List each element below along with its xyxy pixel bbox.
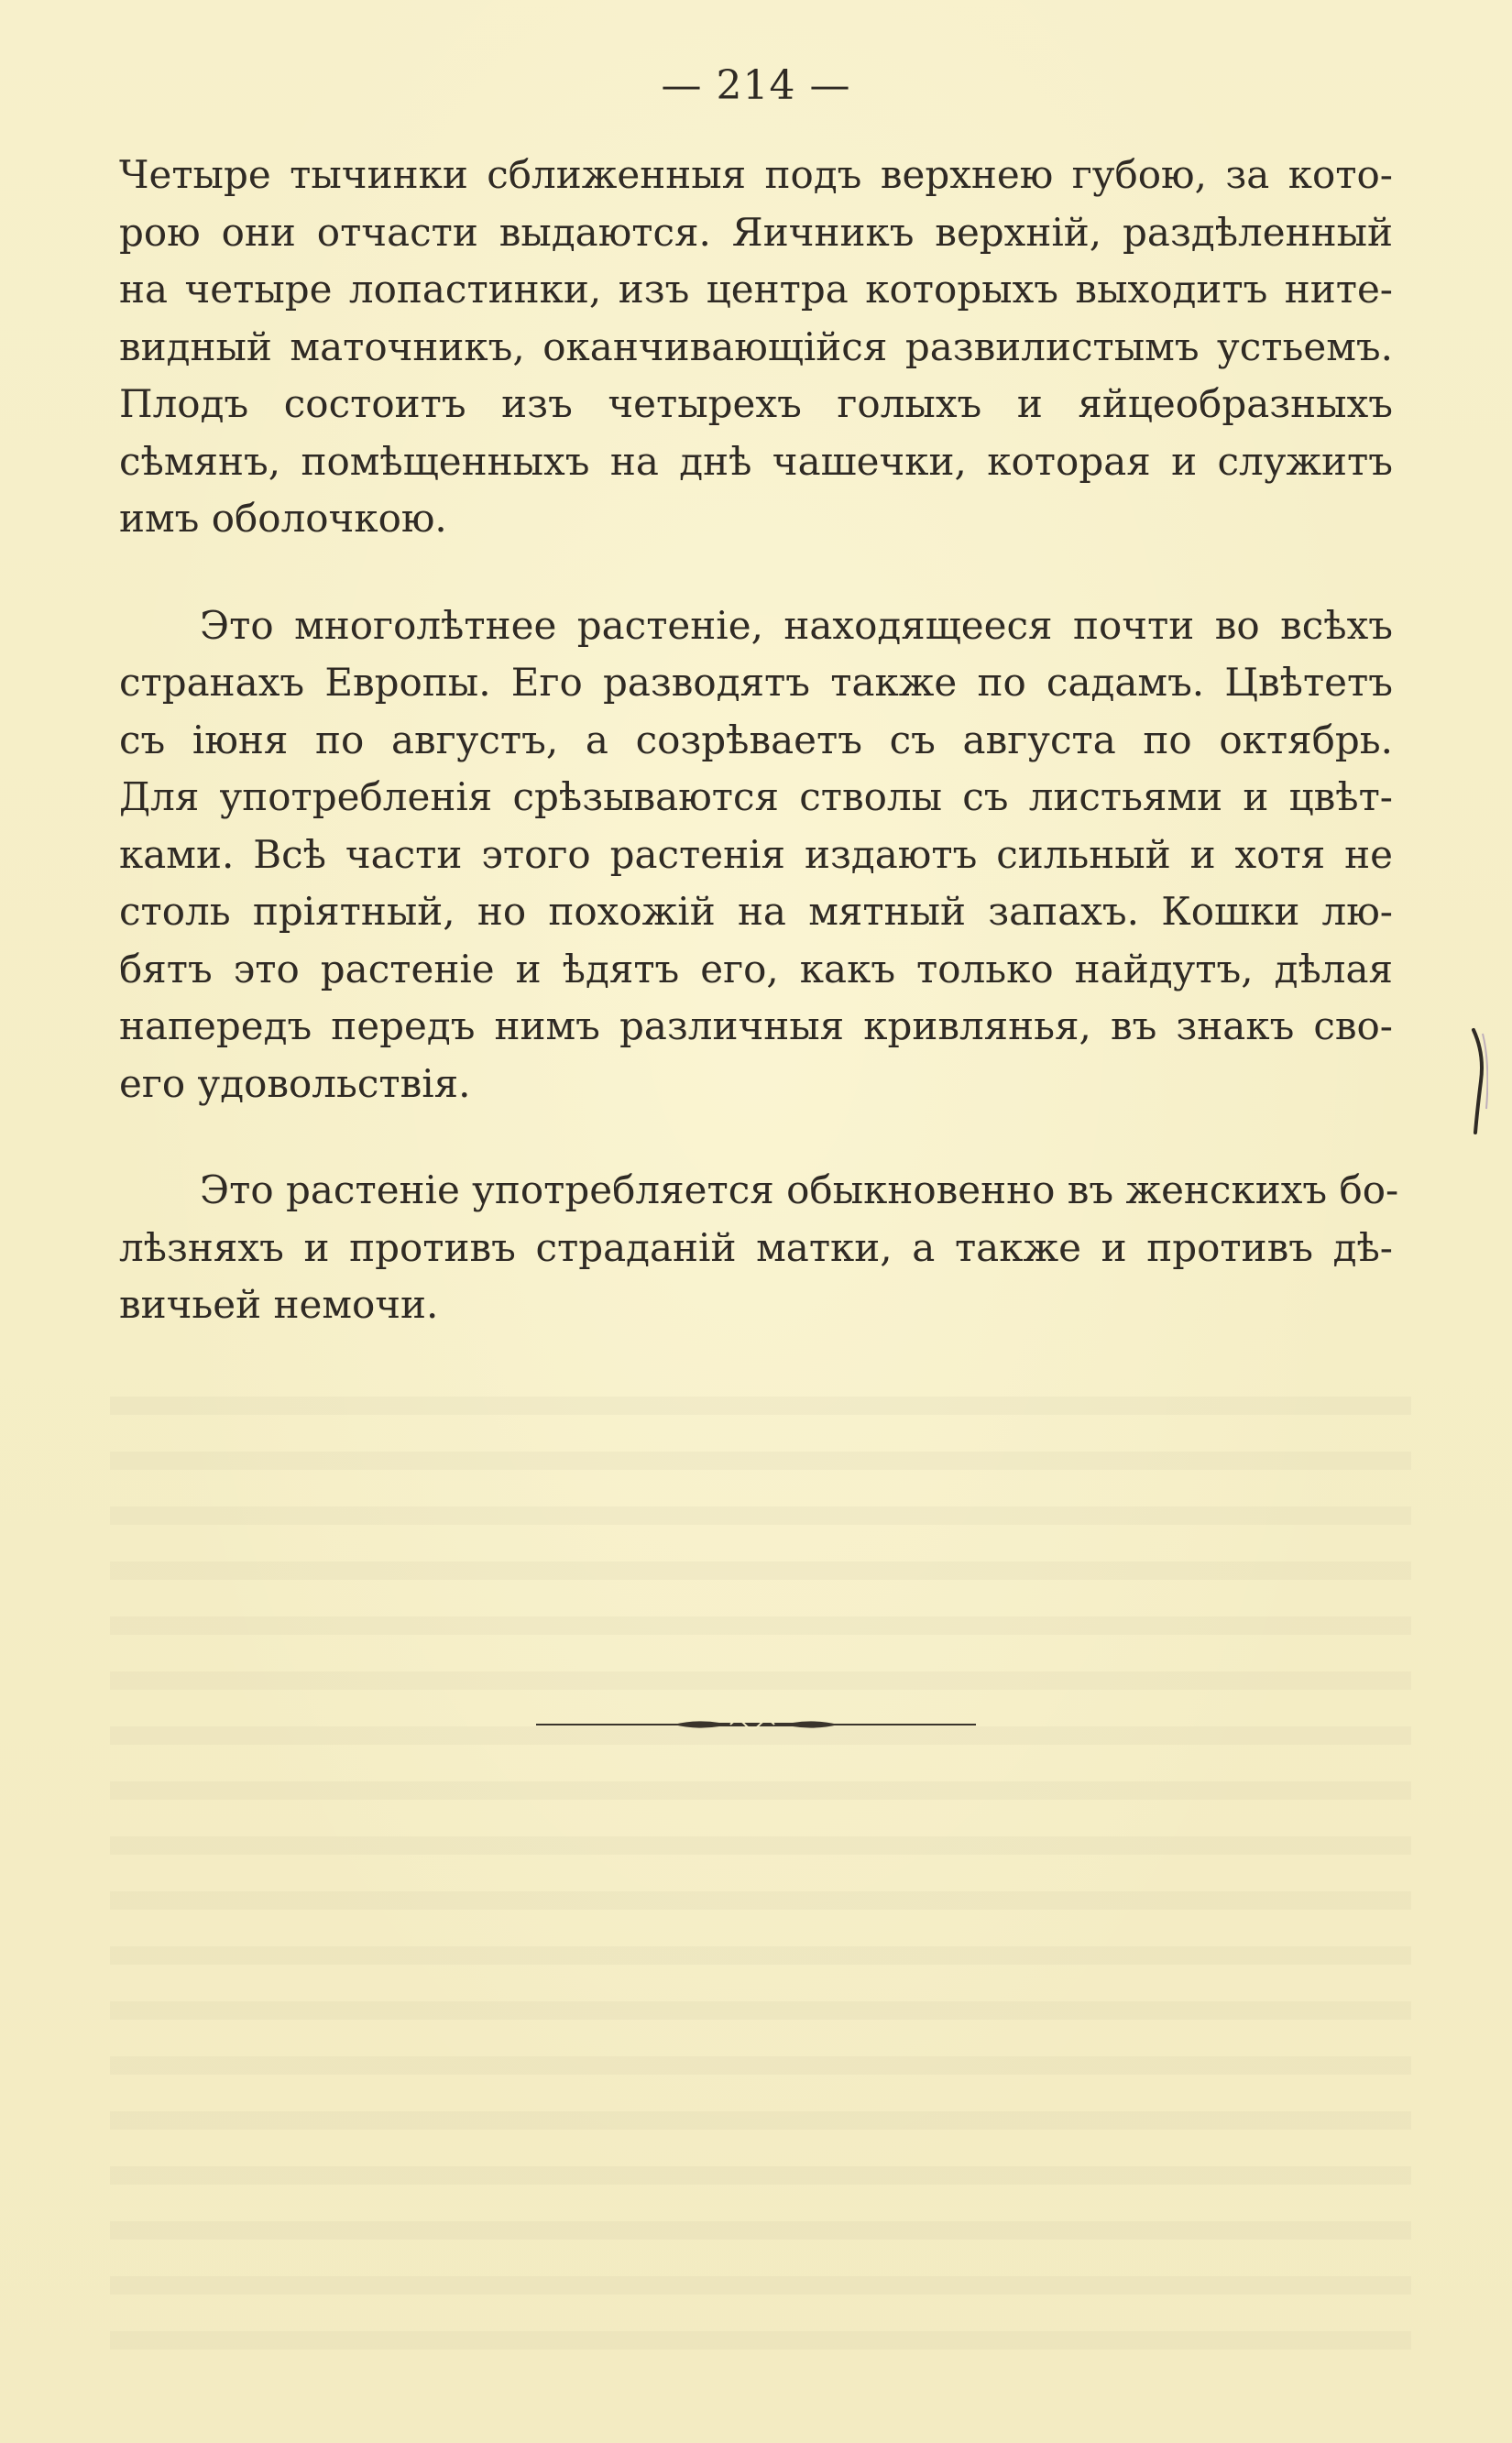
text-line: напередъ передъ нимъ различныя кривлянья, въ знакъ сво- <box>119 1003 1393 1048</box>
text-line: видный маточникъ, оканчивающійся развилистымъ устьемъ. <box>119 323 1393 369</box>
text-line: имъ оболочкою. <box>119 496 447 541</box>
text-line: на четыре лопастинки, изъ центра которыхъ выходитъ ните- <box>119 267 1393 312</box>
text-line: его удовольствія. <box>119 1060 471 1106</box>
text-line: вичьей немочи. <box>119 1282 439 1327</box>
bleed-through-shadow <box>110 1375 1411 2383</box>
text-line: Это растеніе употребляется обыкновенно въ женскихъ бо- <box>200 1167 1399 1212</box>
decorative-rule-icon <box>536 1714 976 1736</box>
text-line: бятъ это растеніе и ѣдятъ его, какъ только найдутъ, дѣлая <box>119 946 1393 991</box>
margin-bracket-mark <box>1470 1026 1488 1136</box>
text-line: Плодъ состоитъ изъ четырехъ голыхъ и яйцеобразныхъ <box>119 381 1393 426</box>
paragraph-habitat <box>119 597 1393 1113</box>
text-line: сѣмянъ, помѣщенныхъ на днѣ чашечки, которая и служитъ <box>119 438 1393 484</box>
text-line: Четыре тычинки сближенныя подъ верхнею губою, за кото- <box>119 152 1393 197</box>
text-line: рою они отчасти выдаются. Яичникъ верхній, раздѣленный <box>119 209 1393 255</box>
text-line: странахъ Европы. Его разводятъ также по садамъ. Цвѣтетъ <box>119 660 1393 705</box>
page-number: — 214 — <box>661 62 851 109</box>
text-line: ками. Всѣ части этого растенія издаютъ сильный и хотя не <box>119 831 1393 877</box>
text-line: съ іюня по августъ, а созрѣваетъ съ августа по октябрь. <box>119 717 1393 762</box>
body-text <box>119 147 1399 1334</box>
paragraph-stamens <box>119 147 1393 548</box>
text-line: Это многолѣтнее растеніе, находящееся почти во всѣхъ <box>200 602 1393 648</box>
paragraph-usage <box>119 1162 1399 1334</box>
text-line: Для употребленія срѣзываются стволы съ листьями и цвѣт- <box>119 774 1393 819</box>
text-line: лѣзняхъ и противъ страданій матки, а также и противъ дѣ- <box>119 1224 1393 1270</box>
text-line: столь пріятный, но похожій на мятный запахъ. Кошки лю- <box>119 889 1393 934</box>
